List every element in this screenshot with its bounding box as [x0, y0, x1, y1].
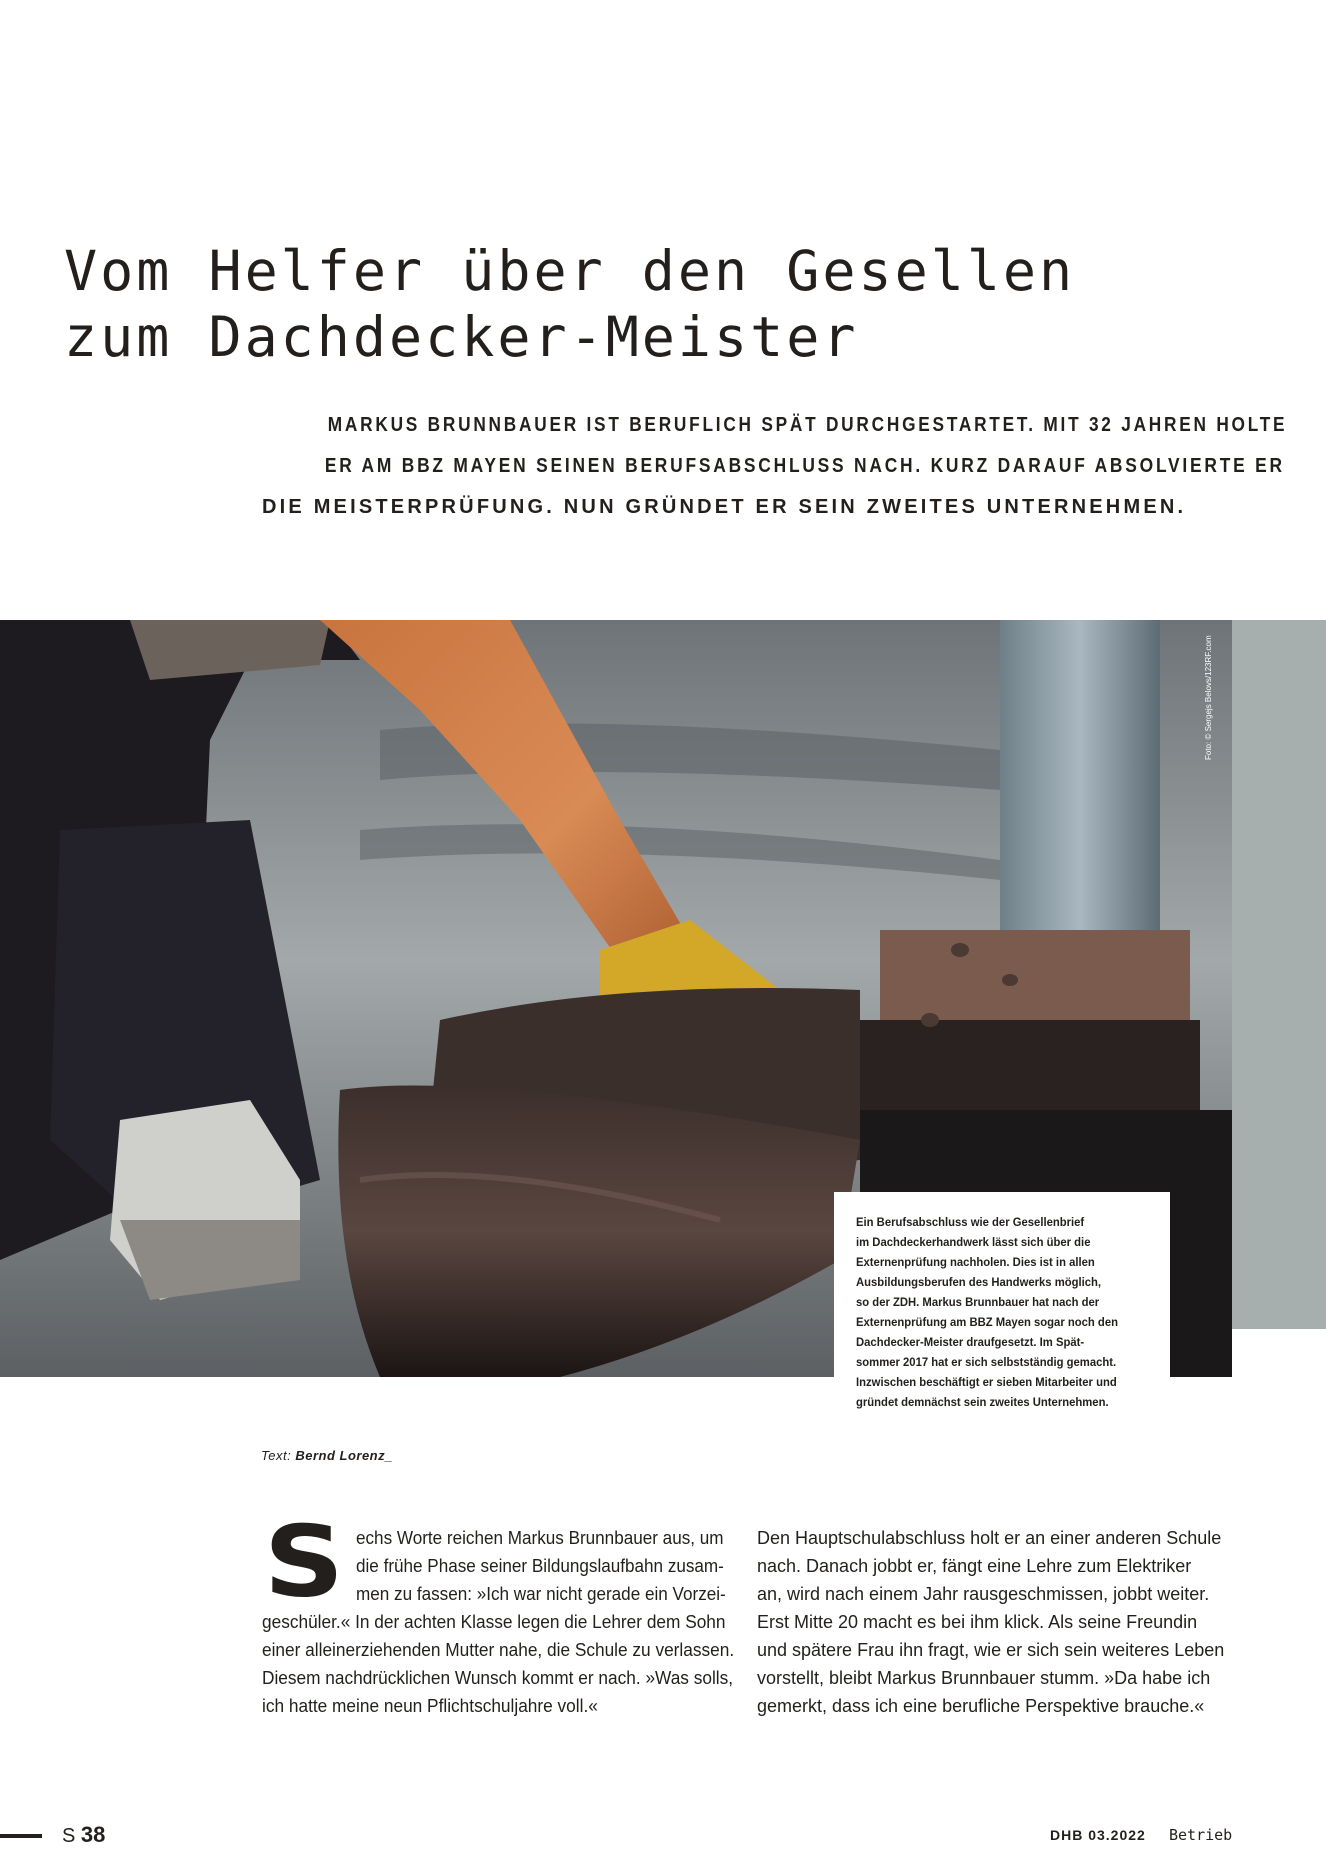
paragraph-line: echs Worte reichen Markus Brunnbauer aus, um [356, 1528, 724, 1548]
article-lead [262, 405, 1288, 528]
issue-label: DHB 03.2022 [1050, 1827, 1146, 1843]
caption-line: Inzwischen beschäftigt er sieben Mitarbeiter und [856, 1375, 1117, 1389]
photo-caption [834, 1192, 1170, 1437]
drop-cap-letter: S [263, 1510, 345, 1602]
caption-line: Ausbildungsberufen des Handwerks möglich, [856, 1275, 1102, 1289]
photo-credit: Foto: © Sergejs Belovs/123RF.com [1204, 635, 1213, 760]
page-number [62, 1822, 105, 1848]
article-headline [64, 238, 1075, 370]
page-number-value: 38 [80, 1822, 106, 1847]
author-byline [261, 1448, 393, 1463]
paragraph-line: die frühe Phase seiner Bildungslaufbahn zusam- [356, 1556, 724, 1576]
paragraph-line: Diesem nachdrücklichen Wunsch kommt er nach. »Was solls, [262, 1668, 734, 1688]
footer-rule [0, 1834, 42, 1838]
section-label: Betrieb [1169, 1826, 1233, 1844]
paragraph-line: Erst Mitte 20 macht es bei ihm klick. Als seine Freundin [757, 1612, 1198, 1632]
headline-line-2: zum Dachdecker-Meister [64, 305, 859, 369]
paragraph-line: men zu fassen: »Ich war nicht gerade ein Vorzei- [356, 1584, 726, 1604]
caption-line: sommer 2017 hat er sich selbstständig gemacht. [856, 1355, 1117, 1369]
caption-line: Externenprüfung nachholen. Dies ist in allen [856, 1255, 1095, 1269]
grey-side-band [1232, 620, 1326, 1329]
caption-line: im Dachdeckerhandwerk lässt sich über die [856, 1235, 1091, 1249]
paragraph-line: geschüler.« In der achten Klasse legen die Lehrer dem Sohn [262, 1612, 726, 1632]
lead-line-3: DIE MEISTERPRÜFUNG. NUN GRÜNDET ER SEIN ZWEITES UNTERNEHMEN. [262, 496, 1187, 518]
article-column-1 [262, 1524, 754, 1720]
paragraph-line: und spätere Frau ihn fragt, wie er sich sein weiteres Leben [757, 1640, 1225, 1660]
caption-line: Ein Berufsabschluss wie der Gesellenbrief [856, 1215, 1085, 1229]
caption-line: gründet demnächst sein zweites Unternehmen. [856, 1395, 1109, 1409]
paragraph-line: ich hatte meine neun Pflichtschuljahre voll.« [262, 1696, 598, 1716]
page-prefix: S [62, 1825, 76, 1847]
headline-line-1: Vom Helfer über den Gesellen [64, 239, 1076, 303]
lead-line-2: ER AM BBZ MAYEN SEINEN BERUFSABSCHLUSS NACH. KURZ DARAUF ABSOLVIERTE ER [324, 455, 1285, 477]
paragraph-line: nach. Danach jobbt er, fängt eine Lehre zum Elektriker [757, 1556, 1192, 1576]
paragraph-line: einer alleinerziehenden Mutter nahe, die Schule zu verlassen. [262, 1640, 735, 1660]
caption-line: Dachdecker-Meister draufgesetzt. Im Spät- [856, 1335, 1085, 1349]
byline-label: Text: [261, 1448, 292, 1463]
byline-author: Bernd Lorenz_ [295, 1448, 393, 1463]
caption-line: so der ZDH. Markus Brunnbauer hat nach der [856, 1295, 1100, 1309]
article-column-2 [757, 1524, 1224, 1720]
paragraph-line: vorstellt, bleibt Markus Brunnbauer stumm. »Da habe ich [757, 1668, 1211, 1688]
paragraph-line: gemerkt, dass ich eine berufliche Perspektive brauche.« [757, 1696, 1205, 1716]
lead-line-1: MARKUS BRUNNBAUER IST BERUFLICH SPÄT DURCHGESTARTET. MIT 32 JAHREN HOLTE [327, 414, 1288, 436]
caption-line: Externenprüfung am BBZ Mayen sogar noch den [856, 1315, 1118, 1329]
paragraph-line: Den Hauptschulabschluss holt er an einer anderen Schule [757, 1528, 1222, 1548]
paragraph-line: an, wird nach einem Jahr rausgeschmissen, jobbt weiter. [757, 1584, 1210, 1604]
